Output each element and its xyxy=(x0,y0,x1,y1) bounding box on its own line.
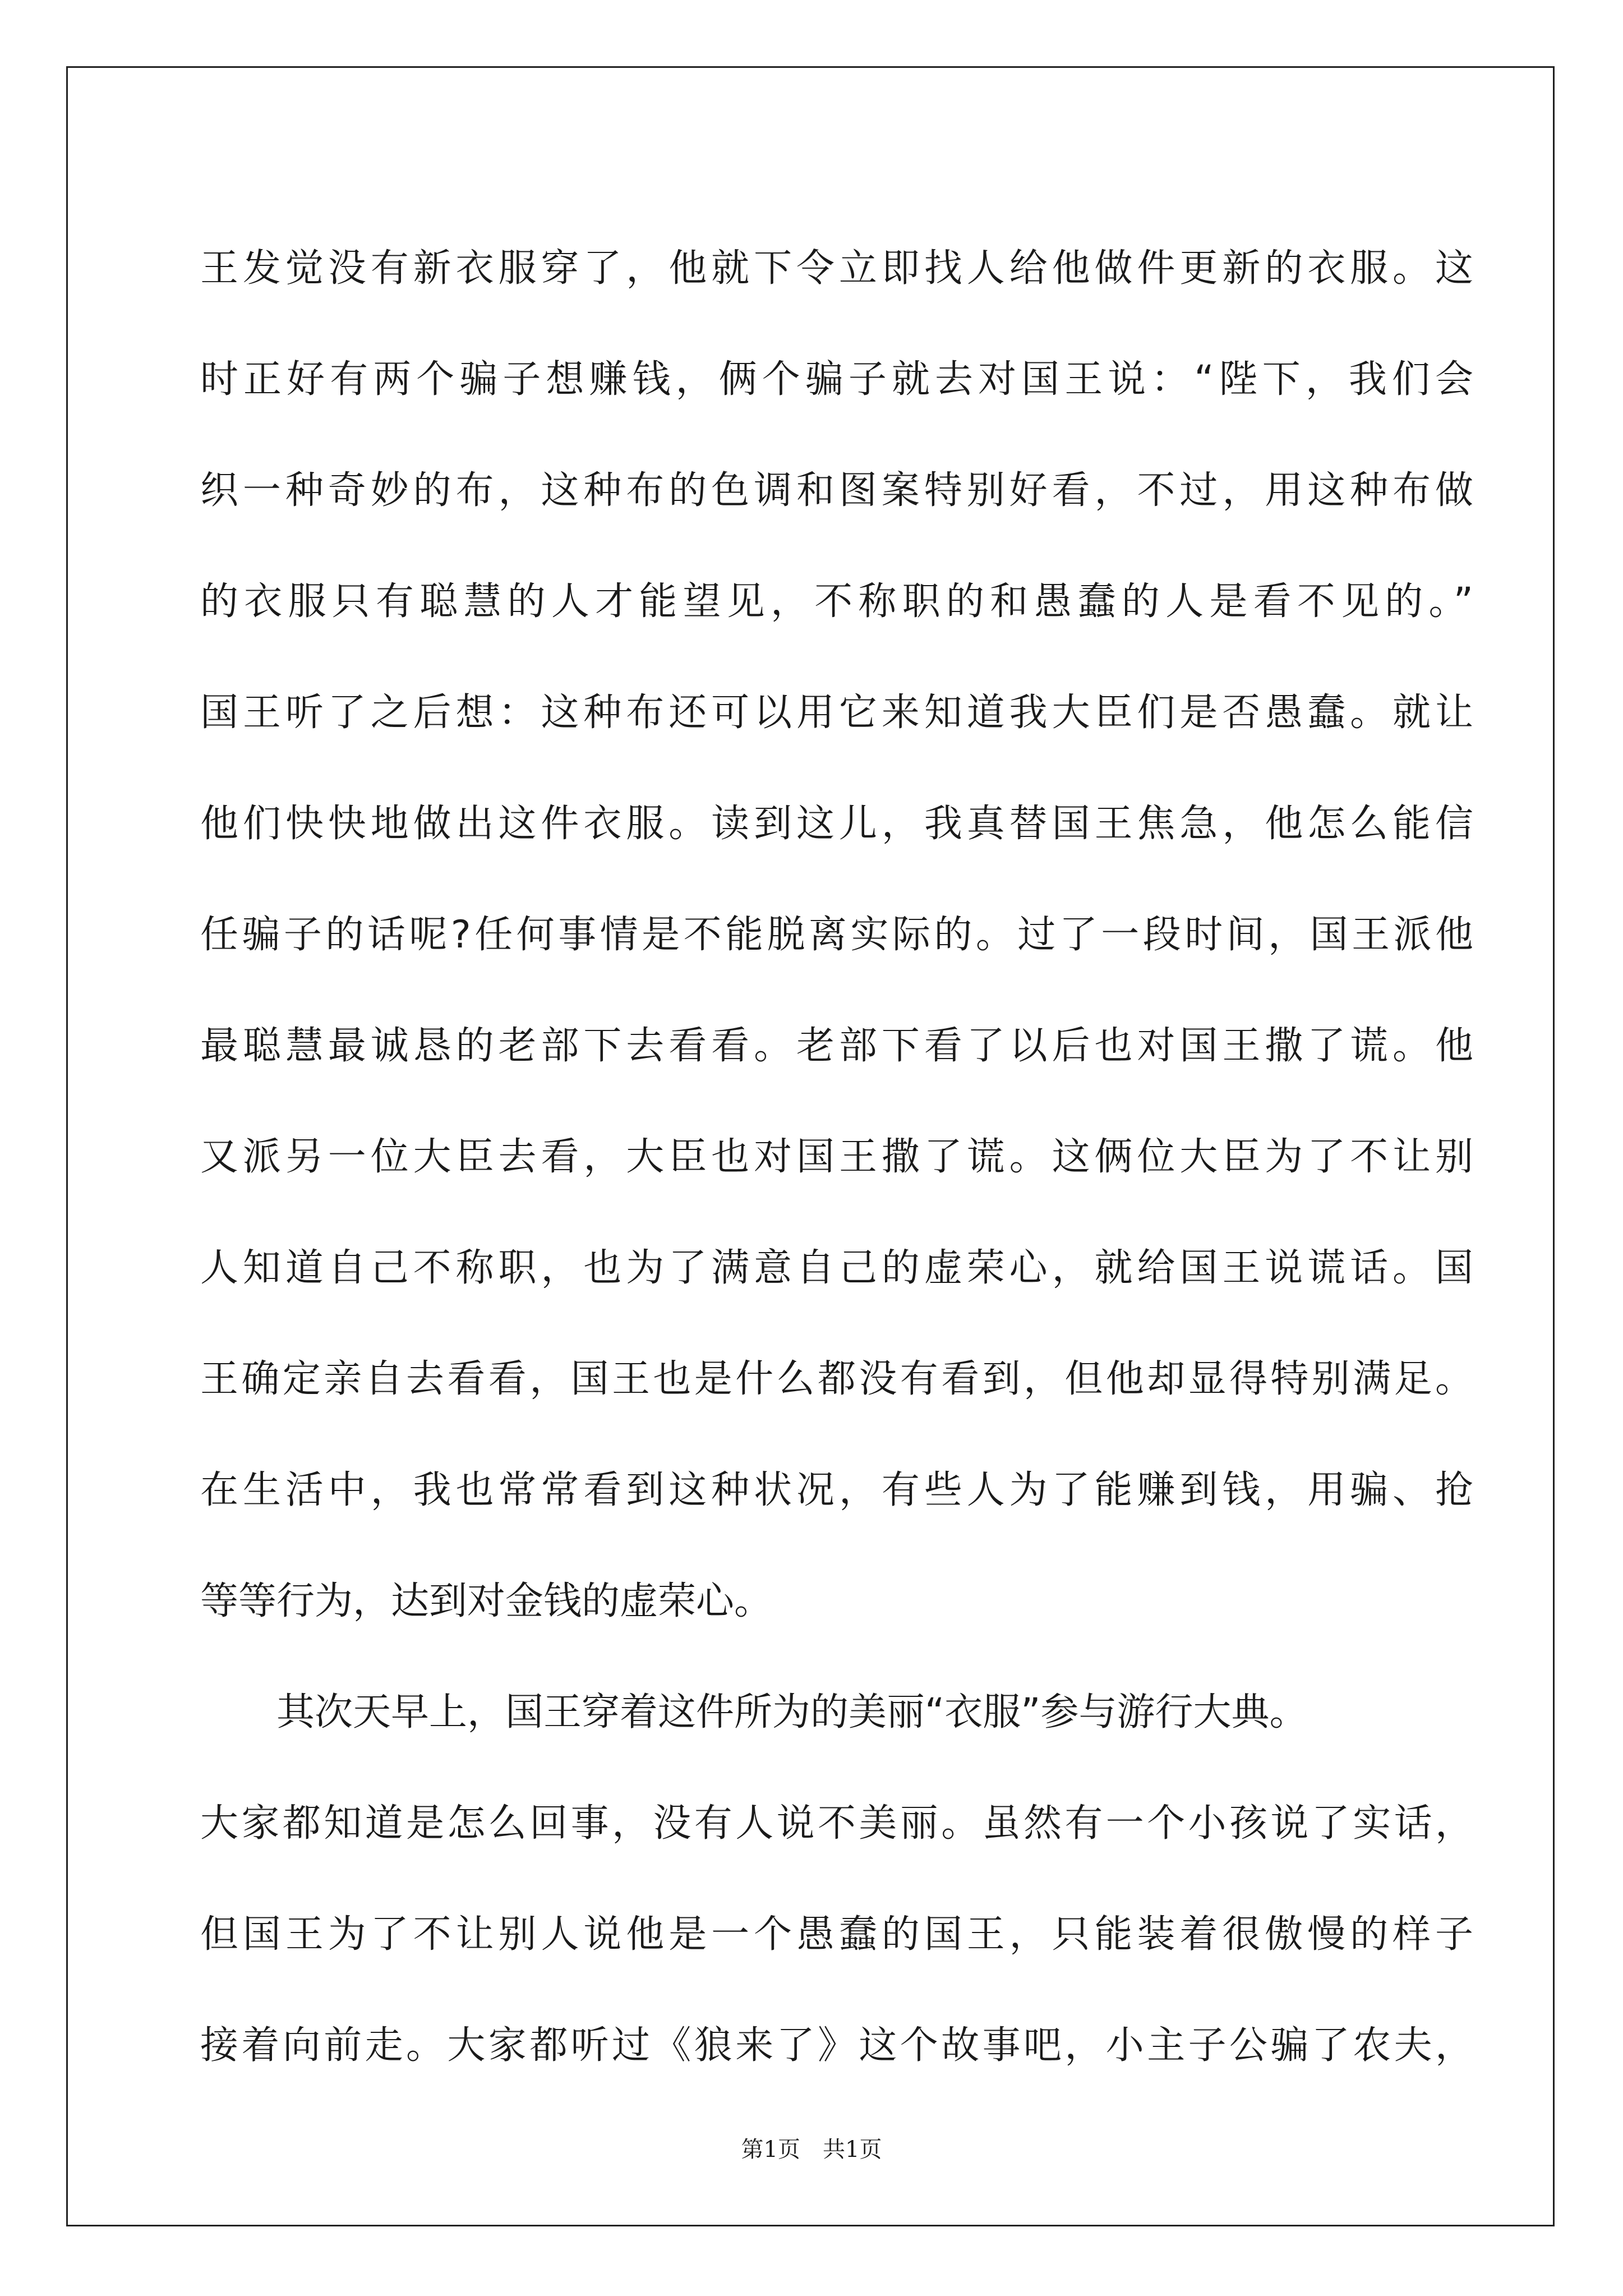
text-line: 但国王为了不让别人说他是一个愚蠢的国王，只能装着很傲慢的样子 xyxy=(200,1912,1473,1957)
text-line: 王确定亲自去看看，国王也是什么都没有看到，但他却显得特别满足。 xyxy=(200,1357,1473,1401)
text-line: 任骗子的话呢?任何事情是不能脱离实际的。过了一段时间，国王派他 xyxy=(200,913,1473,957)
paragraph-end-line: 等等行为，达到对金钱的虚荣心。 xyxy=(200,1579,773,1623)
text-line: 人知道自己不称职，也为了满意自己的虚荣心，就给国王说谎话。国 xyxy=(200,1246,1473,1290)
text-line: 接着向前走。大家都听过《狼来了》这个故事吧，小主子公骗了农夫， xyxy=(200,2023,1473,2068)
text-line: 的衣服只有聪慧的人才能望见，不称职的和愚蠢的人是看不见的。” xyxy=(200,579,1473,624)
text-line: 王发觉没有新衣服穿了，他就下令立即找人给他做件更新的衣服。这 xyxy=(200,246,1473,291)
page-footer xyxy=(0,2132,1623,2164)
text-line: 他们快快地做出这件衣服。读到这儿，我真替国王焦急，他怎么能信 xyxy=(200,802,1473,846)
paragraph-start-line: 其次天早上，国王穿着这件所为的美丽“衣服”参与游行大典。 xyxy=(276,1690,1308,1734)
document-body xyxy=(200,213,1473,2101)
text-line: 国王听了之后想：这种布还可以用它来知道我大臣们是否愚蠢。就让 xyxy=(200,691,1473,735)
page-number: 第1页 xyxy=(741,2137,800,2162)
text-line: 时正好有两个骗子想赚钱，俩个骗子就去对国王说：“陛下，我们会 xyxy=(200,357,1473,402)
text-line: 在生活中，我也常常看到这种状况，有些人为了能赚到钱，用骗、抢 xyxy=(200,1468,1473,1512)
text-line: 织一种奇妙的布，这种布的色调和图案特别好看，不过，用这种布做 xyxy=(200,468,1473,513)
text-line: 最聪慧最诚恳的老部下去看看。老部下看了以后也对国王撒了谎。他 xyxy=(200,1024,1473,1068)
page-total: 共1页 xyxy=(823,2137,882,2162)
text-line: 又派另一位大臣去看，大臣也对国王撒了谎。这俩位大臣为了不让别 xyxy=(200,1135,1473,1179)
text-line: 大家都知道是怎么回事，没有人说不美丽。虽然有一个小孩说了实话， xyxy=(200,1801,1473,1846)
